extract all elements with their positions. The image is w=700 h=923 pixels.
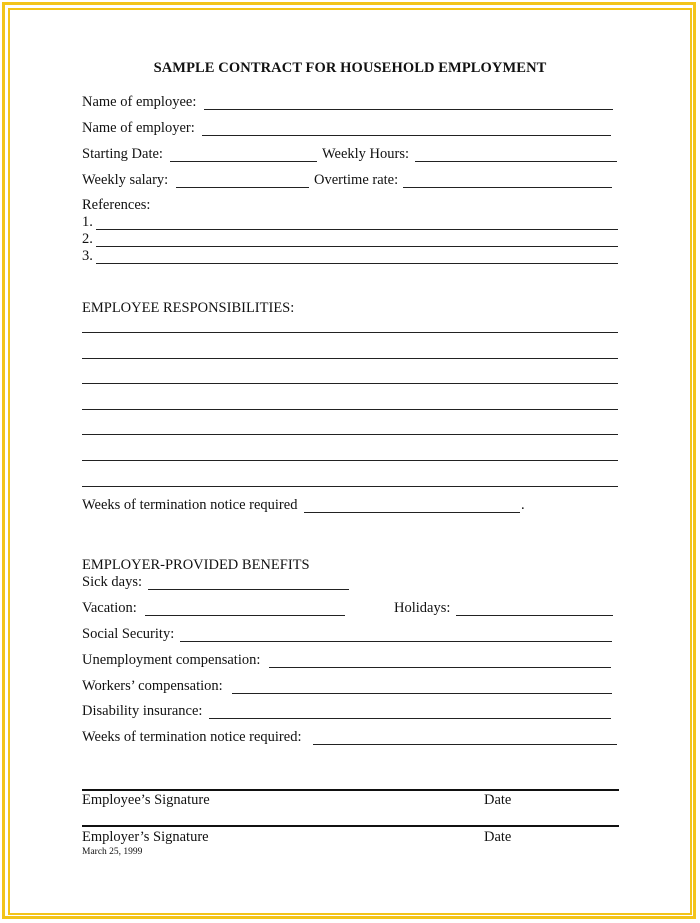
disability-field[interactable] <box>209 718 611 719</box>
weekly-salary-field[interactable] <box>176 187 309 188</box>
footer-date: March 25, 1999 <box>82 847 143 857</box>
reference-3-field[interactable] <box>96 263 618 264</box>
vacation-label: Vacation: <box>82 600 137 616</box>
weekly-hours-label: Weekly Hours: <box>322 146 410 162</box>
reference-number: 3. <box>82 248 93 264</box>
social-security-field[interactable] <box>180 641 612 642</box>
employee-signature-line[interactable] <box>82 789 619 791</box>
holidays-field[interactable] <box>456 615 613 616</box>
responsibilities-line-4[interactable] <box>82 409 618 410</box>
workers-comp-field[interactable] <box>232 693 612 694</box>
holidays-label: Holidays: <box>394 600 451 616</box>
vacation-field[interactable] <box>145 615 345 616</box>
responsibilities-line-7[interactable] <box>82 486 618 487</box>
employee-name-field[interactable] <box>204 109 613 110</box>
employer-date-label: Date <box>484 829 512 845</box>
employer-signature-label: Employer’s Signature <box>82 829 209 845</box>
starting-date-label: Starting Date: <box>82 146 163 162</box>
responsibilities-line-2[interactable] <box>82 358 618 359</box>
workers-comp-label: Workers’ compensation: <box>82 678 223 694</box>
responsibilities-line-6[interactable] <box>82 460 618 461</box>
document-title: SAMPLE CONTRACT FOR HOUSEHOLD EMPLOYMENT <box>153 60 547 76</box>
termination-notice-period: . <box>521 497 525 513</box>
employer-signature-line[interactable] <box>82 825 619 827</box>
employee-name-label: Name of employee: <box>82 94 197 110</box>
references-heading: References: <box>82 197 151 213</box>
benefits-termination-label: Weeks of termination notice required: <box>82 729 302 745</box>
responsibilities-line-3[interactable] <box>82 383 618 384</box>
reference-1-field[interactable] <box>96 229 618 230</box>
termination-notice-field[interactable] <box>304 512 520 513</box>
overtime-rate-field[interactable] <box>403 187 612 188</box>
sick-days-field[interactable] <box>148 589 349 590</box>
weekly-hours-field[interactable] <box>415 161 617 162</box>
reference-number: 1. <box>82 214 93 230</box>
disability-label: Disability insurance: <box>82 703 203 719</box>
employer-name-field[interactable] <box>202 135 611 136</box>
responsibilities-line-5[interactable] <box>82 434 618 435</box>
benefits-heading: EMPLOYER-PROVIDED BENEFITS <box>82 557 310 573</box>
employee-signature-label: Employee’s Signature <box>82 792 210 808</box>
sick-days-label: Sick days: <box>82 574 143 590</box>
responsibilities-heading: EMPLOYEE RESPONSIBILITIES: <box>82 300 295 316</box>
employee-date-label: Date <box>484 792 512 808</box>
starting-date-field[interactable] <box>170 161 317 162</box>
social-security-label: Social Security: <box>82 626 175 642</box>
termination-notice-label: Weeks of termination notice required <box>82 497 298 513</box>
employer-name-label: Name of employer: <box>82 120 195 136</box>
unemployment-label: Unemployment compensation: <box>82 652 261 668</box>
reference-number: 2. <box>82 231 93 247</box>
responsibilities-line-1[interactable] <box>82 332 618 333</box>
overtime-rate-label: Overtime rate: <box>314 172 399 188</box>
unemployment-field[interactable] <box>269 667 611 668</box>
benefits-termination-field[interactable] <box>313 744 617 745</box>
weekly-salary-label: Weekly salary: <box>82 172 169 188</box>
reference-2-field[interactable] <box>96 246 618 247</box>
